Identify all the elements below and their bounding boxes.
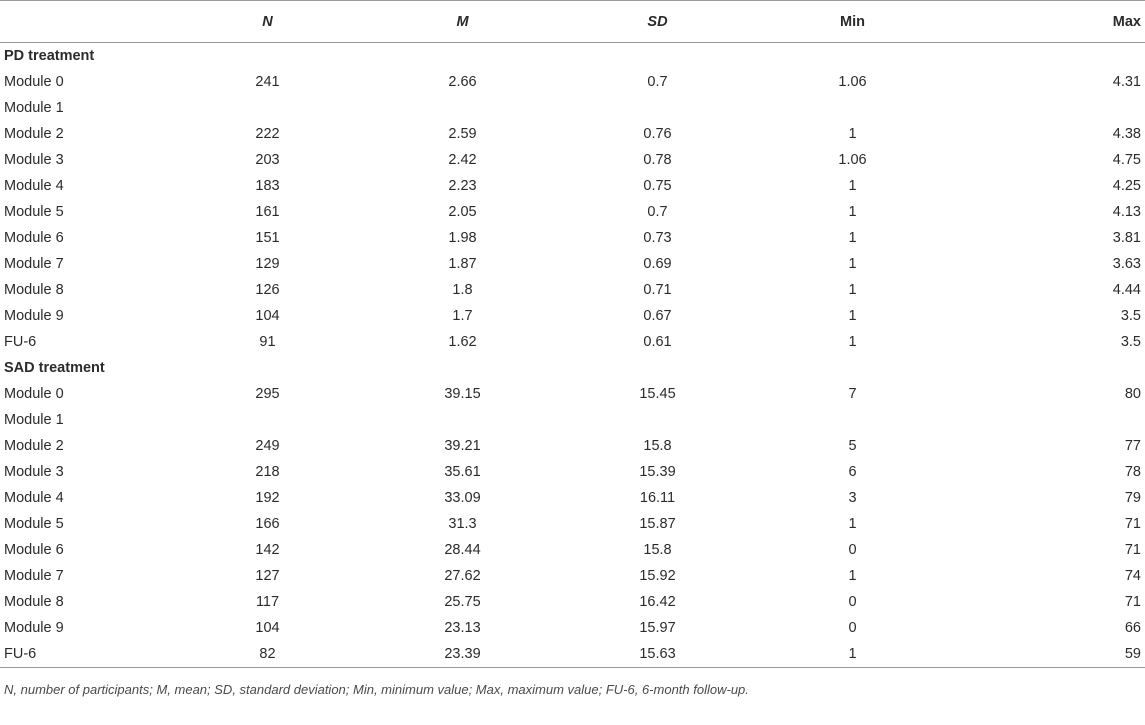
row-label: Module 2 — [4, 437, 64, 454]
cell-max: 3.5 — [1120, 333, 1141, 350]
cell-sd — [560, 95, 755, 121]
cell-min: 5 — [848, 437, 857, 454]
cell-max: 78 — [1124, 463, 1141, 480]
table-header — [0, 1, 1145, 43]
cell-mean: 2.23 — [448, 177, 477, 194]
cell-min: 6 — [848, 463, 857, 480]
cell-max: 66 — [1124, 619, 1141, 636]
cell-sd: 0.75 — [643, 177, 672, 194]
cell-sd: 0.76 — [643, 125, 672, 142]
cell-mean: 2.66 — [448, 73, 477, 90]
cell-min: 1 — [755, 641, 950, 668]
cell-sd: 15.92 — [639, 567, 676, 584]
cell-sd: 0.67 — [643, 307, 672, 324]
table-row — [0, 173, 1145, 199]
header-cell-max: Max — [950, 1, 1145, 43]
row-label: Module 0 — [4, 385, 64, 402]
cell-n: 161 — [255, 203, 280, 220]
cell-min: 1 — [848, 567, 857, 584]
cell-max: 4.44 — [1112, 281, 1141, 298]
cell-min: 1.06 — [838, 151, 867, 168]
cell-max: 4.25 — [1112, 177, 1141, 194]
cell-mean: 33.09 — [444, 489, 481, 506]
row-label: Module 7 — [4, 255, 64, 272]
cell-n: 222 — [255, 125, 280, 142]
table-row — [0, 381, 1145, 407]
table-row — [0, 407, 1145, 433]
cell-mean: 31.3 — [448, 515, 477, 532]
header-cell-sd: SD — [560, 1, 755, 43]
row-label: Module 9 — [4, 619, 64, 636]
cell-n: 126 — [255, 281, 280, 298]
cell-n: 183 — [255, 177, 280, 194]
row-label: Module 1 — [4, 411, 64, 428]
row-label: FU-6 — [0, 641, 170, 668]
cell-sd: 15.39 — [639, 463, 676, 480]
section-title: PD treatment — [4, 47, 95, 64]
row-label: FU-6 — [4, 333, 37, 350]
cell-sd: 15.8 — [643, 437, 672, 454]
row-label: Module 5 — [4, 515, 64, 532]
cell-n: 142 — [255, 541, 280, 558]
table-footnote: N, number of participants; M, mean; SD, standard deviation; Min, minimum value; Max, maximum value; FU-6, 6-month follow-up. — [4, 681, 749, 697]
table-row — [0, 251, 1145, 277]
cell-max — [950, 95, 1145, 121]
table-row — [0, 459, 1145, 485]
table-row — [0, 563, 1145, 589]
cell-sd: 15.63 — [560, 641, 755, 668]
cell-sd: 15.8 — [643, 541, 672, 558]
cell-min: 0 — [848, 541, 857, 558]
cell-min: 7 — [848, 385, 857, 402]
cell-n: 91 — [259, 333, 276, 350]
cell-mean: 2.42 — [448, 151, 477, 168]
header-cell-n: N — [170, 1, 365, 43]
cell-min — [755, 95, 950, 121]
cell-n — [170, 407, 365, 433]
cell-n: 117 — [255, 593, 280, 610]
row-label: Module 9 — [4, 307, 64, 324]
cell-n: 241 — [255, 73, 280, 90]
cell-max: 4.75 — [1112, 151, 1141, 168]
cell-mean — [365, 95, 560, 121]
cell-mean: 2.05 — [448, 203, 477, 220]
cell-min — [755, 407, 950, 433]
cell-mean: 23.13 — [444, 619, 481, 636]
section-header-row — [0, 43, 1145, 69]
header-row — [0, 1, 1145, 43]
table-row — [0, 615, 1145, 641]
cell-max: 4.38 — [1112, 125, 1141, 142]
cell-mean: 1.87 — [448, 255, 477, 272]
cell-max: 71 — [1124, 593, 1141, 610]
cell-min: 0 — [848, 593, 857, 610]
cell-sd: 16.11 — [639, 489, 676, 506]
cell-max: 4.31 — [1112, 73, 1141, 90]
cell-n: 249 — [255, 437, 280, 454]
cell-max — [950, 407, 1145, 433]
table-row — [0, 199, 1145, 225]
cell-max: 59 — [950, 641, 1145, 668]
cell-sd: 0.7 — [647, 203, 668, 220]
cell-mean: 27.62 — [444, 567, 481, 584]
cell-max: 71 — [1124, 541, 1141, 558]
cell-sd: 0.73 — [643, 229, 672, 246]
cell-n: 129 — [255, 255, 280, 272]
table-row — [0, 121, 1145, 147]
cell-sd: 0.71 — [643, 281, 672, 298]
cell-max: 3.63 — [1112, 255, 1141, 272]
cell-max: 80 — [1124, 385, 1141, 402]
cell-sd: 0.78 — [643, 151, 672, 168]
cell-n: 82 — [170, 641, 365, 668]
row-label: Module 8 — [4, 593, 64, 610]
cell-min: 1 — [848, 333, 857, 350]
cell-min: 1 — [848, 229, 857, 246]
cell-mean: 2.59 — [448, 125, 477, 142]
cell-sd: 15.45 — [639, 385, 676, 402]
table-row — [0, 589, 1145, 615]
cell-mean: 39.15 — [444, 385, 481, 402]
cell-sd: 0.61 — [643, 333, 672, 350]
row-label: Module 4 — [4, 489, 64, 506]
cell-max: 77 — [1124, 437, 1141, 454]
section-title: SAD treatment — [4, 359, 105, 376]
cell-sd: 16.42 — [639, 593, 676, 610]
row-label: Module 4 — [4, 177, 64, 194]
cell-n: 104 — [255, 619, 280, 636]
row-label: Module 5 — [4, 203, 64, 220]
table-row — [0, 641, 1145, 668]
cell-mean: 28.44 — [444, 541, 481, 558]
table-row — [0, 329, 1145, 355]
table-row — [0, 95, 1145, 121]
cell-max: 71 — [1124, 515, 1141, 532]
cell-mean — [365, 407, 560, 433]
cell-sd: 15.87 — [639, 515, 676, 532]
cell-mean: 35.61 — [444, 463, 481, 480]
cell-n: 166 — [255, 515, 280, 532]
cell-min: 1 — [848, 515, 857, 532]
header-cell-min: Min — [755, 1, 950, 43]
table-row — [0, 225, 1145, 251]
cell-mean: 1.98 — [448, 229, 477, 246]
row-label: Module 0 — [4, 73, 64, 90]
table-row — [0, 511, 1145, 537]
cell-min: 0 — [848, 619, 857, 636]
row-label: Module 7 — [4, 567, 64, 584]
cell-n: 127 — [255, 567, 280, 584]
table-body — [0, 43, 1145, 668]
cell-max: 3.5 — [1120, 307, 1141, 324]
section-header-row — [0, 355, 1145, 381]
cell-mean: 25.75 — [444, 593, 481, 610]
table-row — [0, 537, 1145, 563]
cell-min: 1 — [848, 255, 857, 272]
table-row — [0, 69, 1145, 95]
cell-sd — [560, 407, 755, 433]
cell-min: 1.06 — [838, 73, 867, 90]
cell-min: 1 — [848, 177, 857, 194]
cell-n: 104 — [255, 307, 280, 324]
cell-n: 218 — [255, 463, 280, 480]
cell-n: 295 — [255, 385, 280, 402]
cell-sd: 0.7 — [647, 73, 668, 90]
cell-max: 4.13 — [1112, 203, 1141, 220]
cell-n: 151 — [255, 229, 280, 246]
row-label: Module 8 — [4, 281, 64, 298]
row-label: Module 3 — [4, 151, 64, 168]
cell-sd: 15.97 — [639, 619, 676, 636]
cell-min: 1 — [848, 307, 857, 324]
table-row — [0, 147, 1145, 173]
cell-n — [170, 95, 365, 121]
cell-mean: 1.8 — [452, 281, 473, 298]
row-label: Module 6 — [4, 541, 64, 558]
cell-mean: 39.21 — [444, 437, 481, 454]
cell-max: 3.81 — [1112, 229, 1141, 246]
cell-n: 203 — [255, 151, 280, 168]
row-label: Module 3 — [4, 463, 64, 480]
cell-mean: 1.62 — [448, 333, 477, 350]
cell-max: 74 — [1124, 567, 1141, 584]
cell-min: 3 — [848, 489, 857, 506]
header-cell-label — [0, 1, 170, 43]
table-row — [0, 485, 1145, 511]
table-row — [0, 433, 1145, 459]
cell-mean: 1.7 — [452, 307, 473, 324]
row-label: Module 6 — [4, 229, 64, 246]
table-row — [0, 303, 1145, 329]
cell-n: 192 — [255, 489, 280, 506]
cell-max: 79 — [1124, 489, 1141, 506]
header-cell-mean: M — [365, 1, 560, 43]
cell-min: 1 — [848, 281, 857, 298]
cell-mean: 23.39 — [365, 641, 560, 668]
row-label: Module 2 — [4, 125, 64, 142]
row-label: Module 1 — [4, 99, 64, 116]
cell-min: 1 — [848, 125, 857, 142]
cell-min: 1 — [848, 203, 857, 220]
cell-sd: 0.69 — [643, 255, 672, 272]
table-row — [0, 277, 1145, 303]
